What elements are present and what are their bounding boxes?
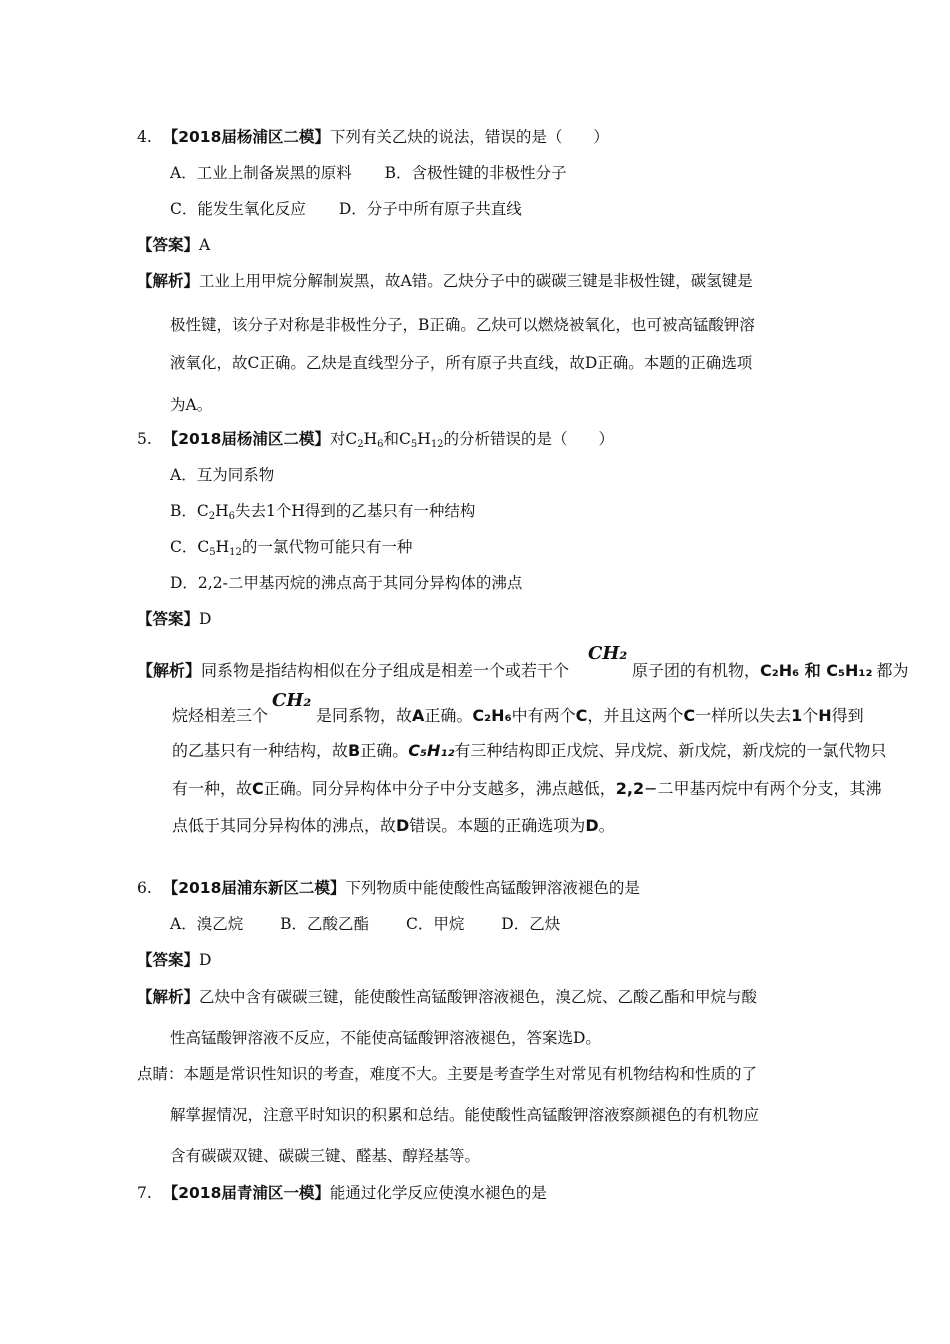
q5-stem: 对$C_2H_6$和$C_5H_{12}$的分析错误的是（ ） <box>329 430 615 450</box>
q4-source-tag: 【2018届杨浦区二模】 <box>162 128 330 146</box>
q4-analysis-line-4: 为A。 <box>170 396 213 414</box>
q7-source-tag: 【2018届青浦区一模】 <box>162 1184 330 1202</box>
q4-analysis-line-1 <box>137 270 753 292</box>
q6-analysis-line-1: 【解析】乙炔中含有碳碳三键，能使酸性高锰酸钾溶液褪色，溴乙烷、乙酸乙酯和甲烷与酸 <box>137 988 758 1006</box>
q4-answer <box>137 234 210 256</box>
q5-answer <box>137 608 211 630</box>
q5-option-b: B．$C_2H_6$失去1个H得到的乙基只有一种结构 <box>170 502 476 522</box>
q5-analysis-tag: 【解析】 <box>137 661 202 680</box>
q5-analysis-line-3: 的乙基只有一种结构，故B正确。C₅H₁₂有三种结构即正戊烷、异戊烷、新戊烷，新戊烷的一氯代物只 <box>172 741 887 760</box>
q5-option-d: D．2,2-二甲基丙烷的沸点高于其同分异构体的沸点 <box>170 574 523 592</box>
q6-answer-tag: 【答案】 <box>137 951 200 969</box>
q6-source-tag: 【2018届浦东新区二模】 <box>162 879 346 897</box>
q4-option-b: B．含极性键的非极性分子 <box>384 164 567 182</box>
q6-option-a: A．溴乙烷 <box>170 915 244 933</box>
q5-analysis-line-5: 点低于其同分异构体的沸点，故D错误。本题的正确选项为D。 <box>172 816 615 835</box>
q5-answer-tag: 【答案】 <box>137 610 200 628</box>
q4-number: 4. <box>137 128 152 146</box>
q4-stem-line <box>137 126 609 148</box>
q6-answer <box>137 949 211 971</box>
q5-answer-value: D <box>199 610 212 628</box>
q6-note-line-2: 解掌握情况，注意平时知识的积累和总结。能使酸性高锰酸钾溶液察颜褪色的有机物应 <box>170 1106 760 1124</box>
q7-number: 7. <box>137 1184 152 1202</box>
q6-analysis-tag: 【解析】 <box>137 988 200 1006</box>
q5-stem-line <box>137 428 614 450</box>
q4-analysis-line-3: 液氧化，故C正确。乙炔是直线型分子，所有原子共直线，故D正确。本题的正确选项 <box>170 354 753 372</box>
q4-analysis-tag: 【解析】 <box>137 272 200 290</box>
q4-answer-tag: 【答案】 <box>137 236 200 254</box>
q5-analysis-line-4: 有一种，故C正确。同分异构体中分子中分支越多，沸点越低，2,2−二甲基丙烷中有两个分支，其沸 <box>172 779 882 798</box>
q5-analysis-line-2b: 是同系物，故A正确。C₂H₆中有两个C，并且这两个C一样所以失去1个H得到 <box>316 706 864 725</box>
q4-analysis-line-2: 极性键，该分子对称是非极性分子，B正确。乙炔可以燃烧被氧化，也可被高锰酸钾溶 <box>170 316 755 334</box>
q4-analysis-text: 工业上用甲烷分解制炭黑，故A错。乙炔分子中的碳碳三键是非极性键，碳氢键是 <box>199 272 753 290</box>
q4-options-row2 <box>170 198 522 220</box>
q6-option-b: B．乙酸乙酯 <box>280 915 370 933</box>
q6-stem: 下列物质中能使酸性高锰酸钾溶液褪色的是 <box>345 879 640 897</box>
q5-analysis-line-1b: 原子团的有机物，C₂H₆ 和 C₅H₁₂ 都为 <box>632 661 909 680</box>
q4-stem: 下列有关乙炔的说法，错误的是（ ） <box>329 128 609 146</box>
q4-answer-value: A <box>199 236 211 254</box>
q7-stem-line <box>137 1182 547 1204</box>
q6-note-line-3: 含有碳碳双键、碳碳三键、醛基、醇羟基等。 <box>170 1147 481 1165</box>
q6-option-d: D．乙炔 <box>501 915 561 933</box>
q6-note-line-1: 点睛：本题是常识性知识的考查，难度不大。主要是考查学生对常见有机物结构和性质的了 <box>137 1065 758 1083</box>
q5-analysis-line-2a: 烷烃相差三个 <box>172 706 269 725</box>
q5-number: 5. <box>137 430 152 448</box>
q5-analysis-line-1: 【解析】同系物是指结构相似在分子组成是相差一个或若干个 <box>137 661 570 680</box>
q5-option-a: A．互为同系物 <box>170 466 275 484</box>
q6-analysis-line-2: 性高锰酸钾溶液不反应，不能使高锰酸钾溶液褪色，答案选D。 <box>170 1029 601 1047</box>
q6-answer-value: D <box>199 951 212 969</box>
q4-option-a: A．工业上制备炭黑的原料 <box>170 164 352 182</box>
q6-options <box>170 913 560 935</box>
ch2-formula-2: CH₂ <box>272 690 312 711</box>
ch2-formula: CH₂ <box>588 643 628 664</box>
q4-options-row1 <box>170 162 567 184</box>
q4-option-d: D．分子中所有原子共直线 <box>338 200 522 218</box>
q5-source-tag: 【2018届杨浦区二模】 <box>162 430 330 448</box>
q6-note-tag: 点睛： <box>137 1065 184 1083</box>
q7-stem: 能通过化学反应使溴水褪色的是 <box>329 1184 547 1202</box>
q6-option-c: C．甲烷 <box>405 915 465 933</box>
q6-stem-line <box>137 877 640 899</box>
q4-option-c: C．能发生氧化反应 <box>170 200 306 218</box>
q5-option-c: C．$C_5H_{12}$的一氯代物可能只有一种 <box>170 538 413 558</box>
q6-number: 6. <box>137 879 152 897</box>
